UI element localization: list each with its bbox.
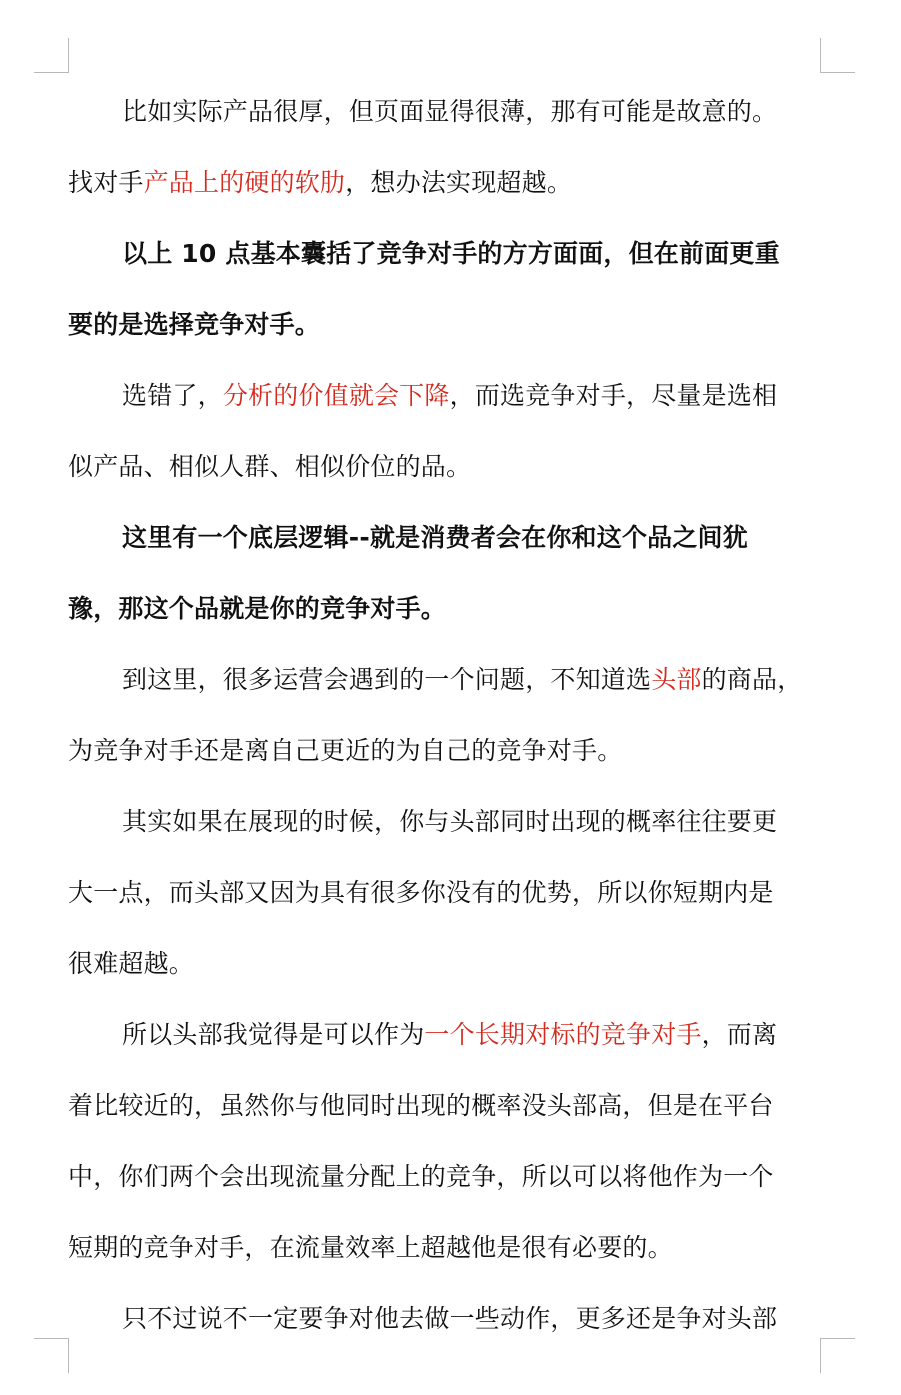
- paragraph: [68, 218, 828, 360]
- text-run: 豫，那这个品就是你的竞争对手。: [68, 594, 447, 623]
- text-run: 短期的竞争对手，在流量效率上超越他是很有必要的。: [68, 1233, 673, 1262]
- text-line: [68, 218, 828, 289]
- highlighted-text: 头部: [651, 665, 702, 694]
- text-run: 为竞争对手还是离自己更近的为自己的竞争对手。: [68, 736, 623, 765]
- page-corner-mark-top-left: [34, 38, 69, 73]
- text-line: [68, 715, 828, 786]
- paragraph: [68, 502, 828, 644]
- text-line: [68, 857, 828, 928]
- text-run: 找对手: [68, 168, 144, 197]
- text-run: 的商品，: [701, 665, 803, 694]
- text-line: [68, 289, 828, 360]
- text-run: 着比较近的，虽然你与他同时出现的概率没头部高，但是在平台: [68, 1091, 774, 1120]
- text-run: 到这里，很多运营会遇到的一个问题，不知道选: [122, 665, 652, 694]
- text-line: [68, 1212, 828, 1283]
- text-run: 这里有一个底层逻辑--就是消费者会在你和这个品之间犹: [122, 523, 748, 552]
- text-run: 其实如果在展现的时候，你与头部同时出现的概率往往要更: [122, 807, 778, 836]
- text-line: [68, 147, 828, 218]
- text-run: 所以头部我觉得是可以作为: [122, 1020, 425, 1049]
- text-run: 似产品、相似人群、相似价位的品。: [68, 452, 472, 481]
- highlighted-text: 分析的价值就会下降: [222, 381, 450, 410]
- text-run: 大一点，而头部又因为具有很多你没有的优势，所以你短期内是: [68, 878, 774, 907]
- text-run: 选错了，: [122, 381, 223, 410]
- highlighted-text: 一个长期对标的竞争对手: [424, 1020, 702, 1049]
- text-run: 要的是选择竞争对手。: [68, 310, 321, 339]
- text-run: ，而选竞争对手，尽量是选相: [449, 381, 778, 410]
- paragraph: [68, 1283, 828, 1354]
- text-run: 以上 10 点基本囊括了竞争对手的方方面面，但在前面更重: [122, 239, 780, 268]
- text-run: ，想办法实现超越。: [345, 168, 573, 197]
- text-line: [68, 644, 828, 715]
- text-run: ，而离: [701, 1020, 778, 1049]
- paragraph: [68, 644, 828, 786]
- text-line: [68, 431, 828, 502]
- paragraph: [68, 360, 828, 502]
- text-line: [68, 360, 828, 431]
- document-body: [68, 76, 828, 1354]
- text-run: 很难超越。: [68, 949, 195, 978]
- text-run: 只不过说不一定要争对他去做一些动作，更多还是争对头部: [122, 1304, 778, 1333]
- text-line: [68, 76, 828, 147]
- text-run: 中，你们两个会出现流量分配上的竞争，所以可以将他作为一个: [68, 1162, 774, 1191]
- page-corner-mark-bottom-left: [34, 1338, 69, 1373]
- text-run: 比如实际产品很厚，但页面显得很薄，那有可能是故意的。: [122, 97, 778, 126]
- text-line: [68, 786, 828, 857]
- text-line: [68, 1141, 828, 1212]
- text-line: [68, 1070, 828, 1141]
- text-line: [68, 999, 828, 1070]
- paragraph: [68, 786, 828, 999]
- paragraph: [68, 999, 828, 1283]
- text-line: [68, 502, 828, 573]
- page-corner-mark-top-right: [820, 38, 855, 73]
- text-line: [68, 1283, 828, 1354]
- highlighted-text: 产品上的硬的软肋: [143, 168, 346, 197]
- paragraph: [68, 76, 828, 218]
- text-line: [68, 573, 828, 644]
- text-line: [68, 928, 828, 999]
